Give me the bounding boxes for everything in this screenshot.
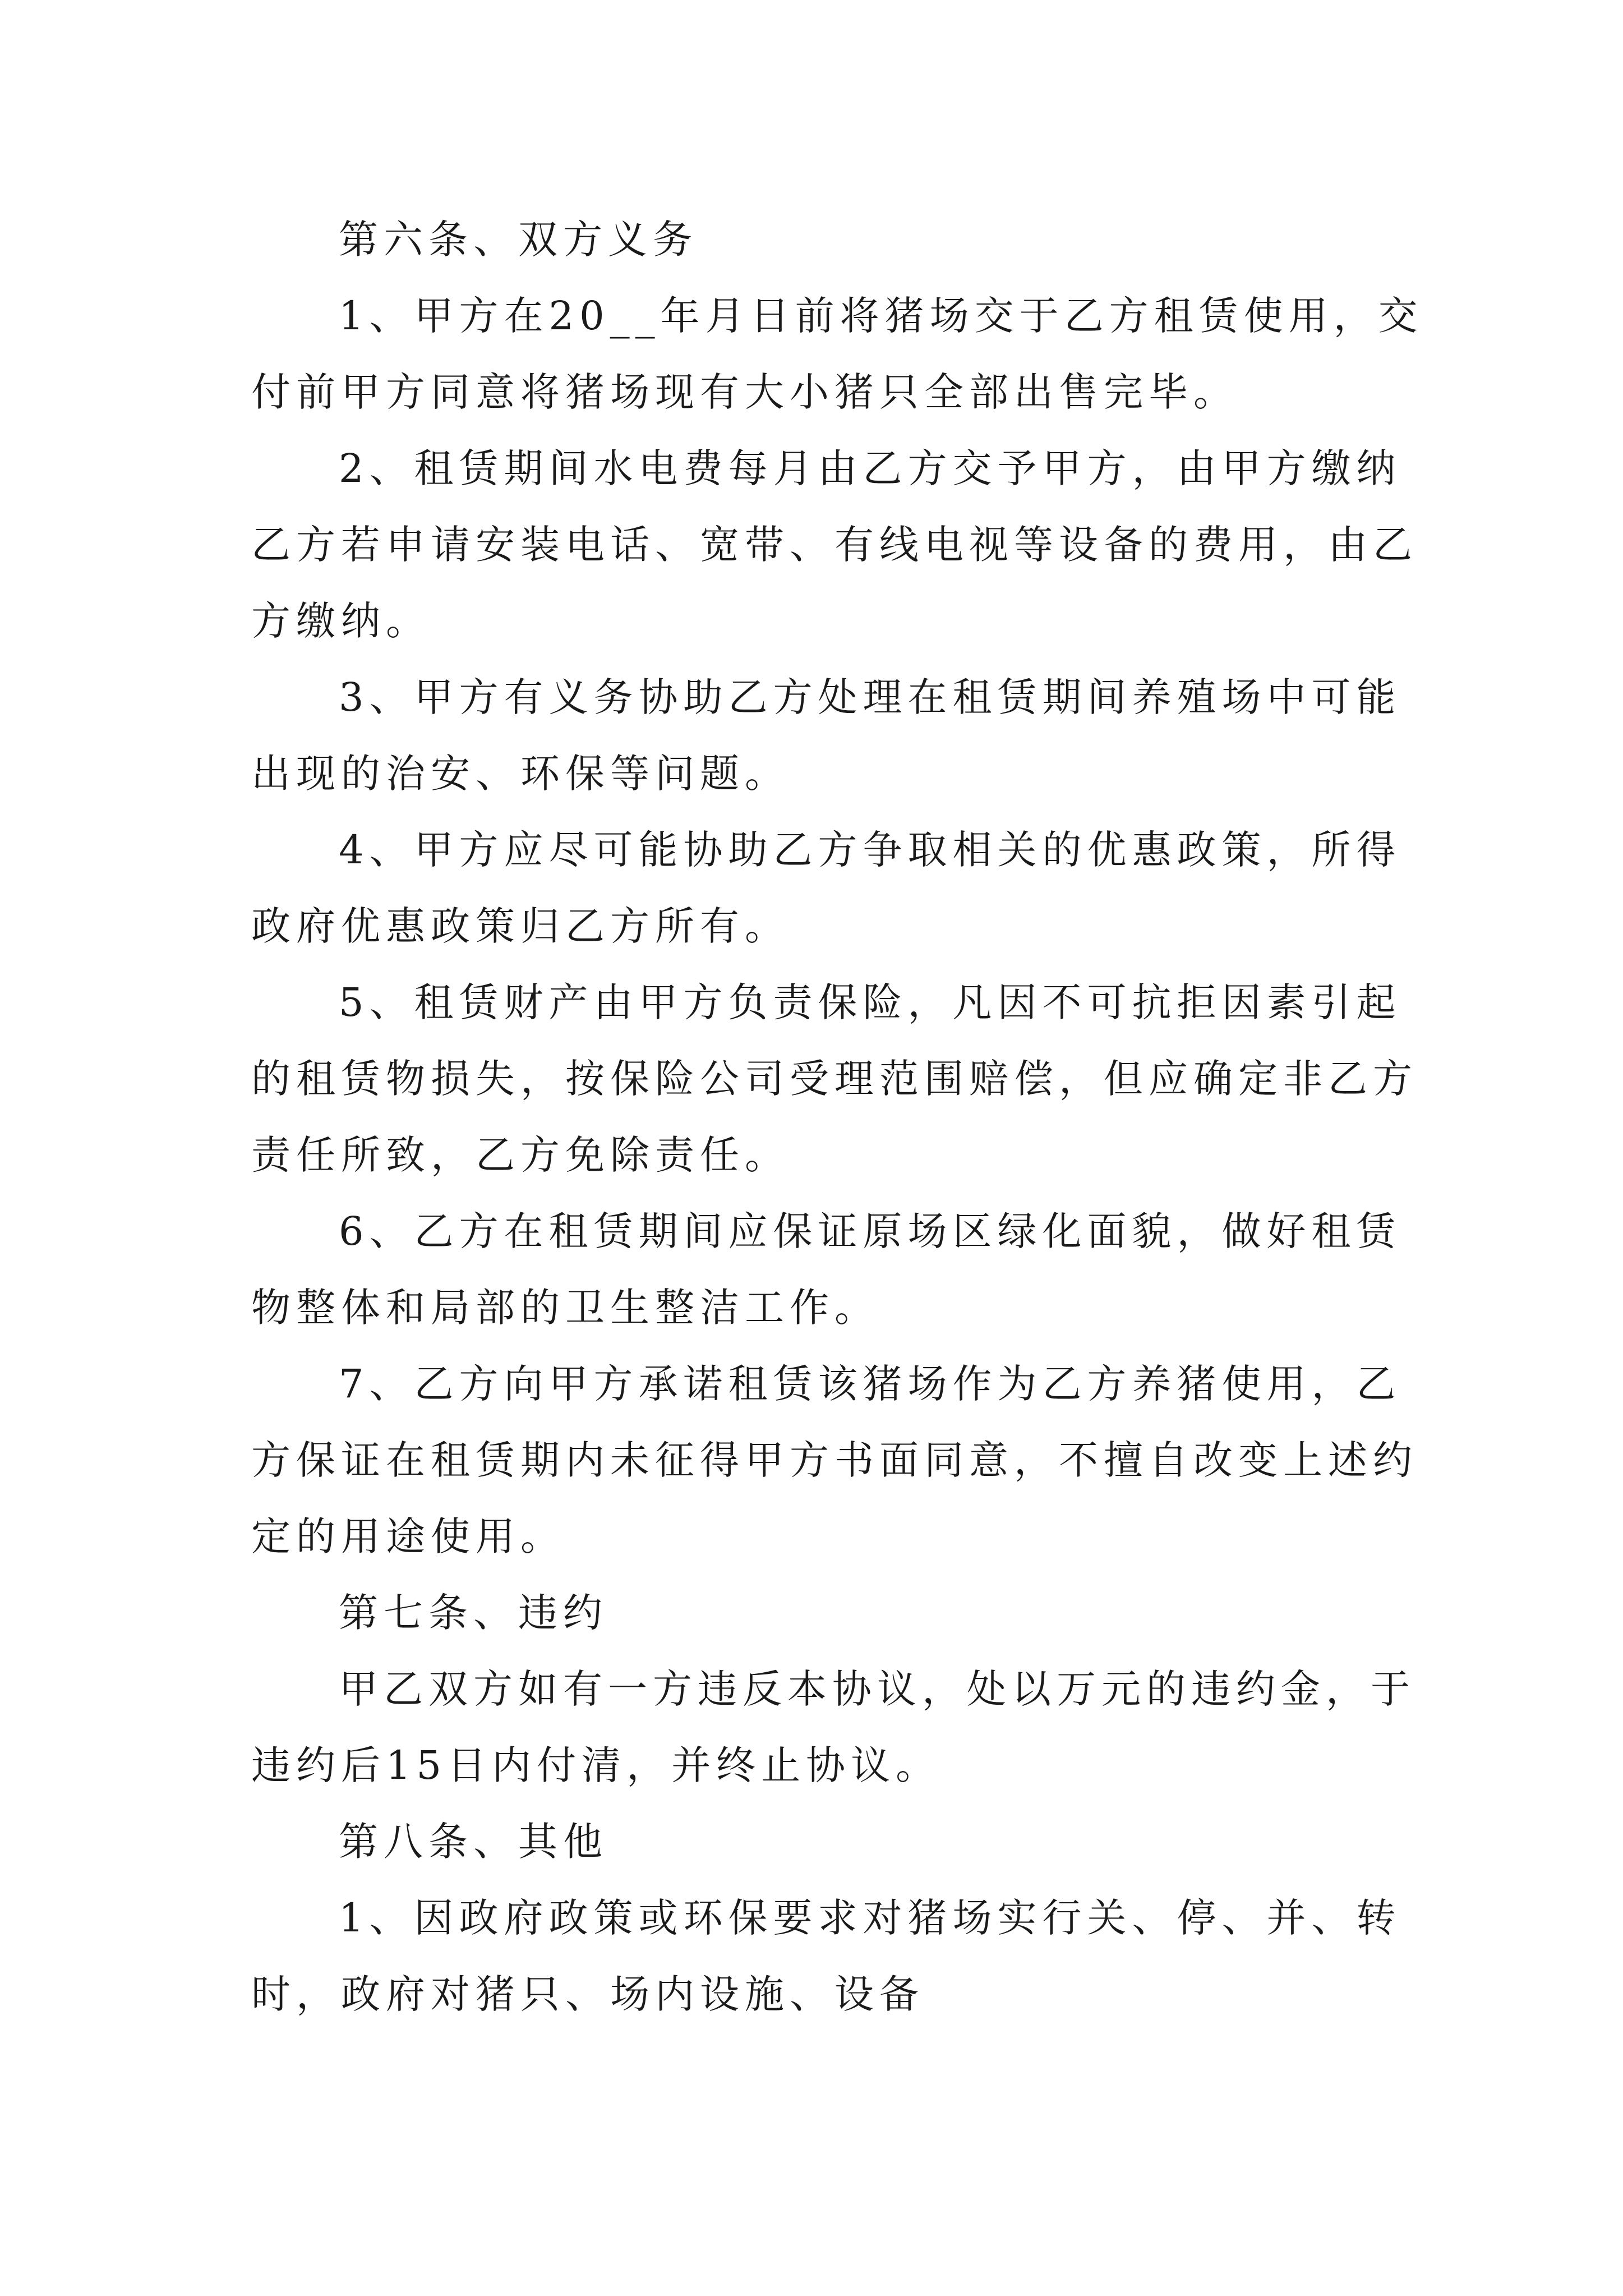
paragraph-line: 定的用途使用。 [251, 1513, 565, 1559]
paragraph-line: 3、甲方有义务协助乙方处理在租赁期间养殖场中可能 [339, 674, 1401, 720]
section-7-heading: 第七条、违约 [339, 1590, 608, 1636]
paragraph-line: 时，政府对猪只、场内设施、设备 [251, 1971, 924, 2017]
paragraph-line: 方缴纳。 [251, 598, 431, 644]
paragraph-line: 方保证在租赁期内未征得甲方书面同意，不擅自改变上述约 [251, 1437, 1418, 1483]
paragraph-line: 1、甲方在20__年月日前将猪场交于乙方租赁使用，交 [339, 293, 1423, 339]
paragraph-line: 6、乙方在租赁期间应保证原场区绿化面貌，做好租赁 [339, 1208, 1401, 1254]
paragraph-line: 7、乙方向甲方承诺租赁该猪场作为乙方养猪使用，乙 [339, 1361, 1401, 1407]
paragraph-line: 出现的治安、环保等问题。 [251, 751, 790, 797]
paragraph-line: 甲乙双方如有一方违反本协议，处以万元的违约金，于 [339, 1666, 1415, 1712]
paragraph-line: 5、租赁财产由甲方负责保险，凡因不可抗拒因素引起 [339, 979, 1401, 1025]
paragraph-line: 付前甲方同意将猪场现有大小猪只全部出售完毕。 [251, 369, 1238, 415]
paragraph-line: 违约后15日内付清，并终止协议。 [251, 1742, 941, 1788]
paragraph-line: 物整体和局部的卫生整洁工作。 [251, 1285, 879, 1331]
paragraph-line: 政府优惠政策归乙方所有。 [251, 903, 790, 949]
paragraph-line: 1、因政府政策或环保要求对猪场实行关、停、并、转 [339, 1895, 1401, 1941]
section-6-heading: 第六条、双方义务 [339, 217, 698, 263]
section-8-heading: 第八条、其他 [339, 1819, 608, 1865]
paragraph-line: 责任所致，乙方免除责任。 [251, 1132, 790, 1178]
paragraph-line: 乙方若申请安装电话、宽带、有线电视等设备的费用，由乙 [251, 522, 1418, 568]
paragraph-line: 4、甲方应尽可能协助乙方争取相关的优惠政策，所得 [339, 827, 1401, 873]
paragraph-line: 的租赁物损失，按保险公司受理范围赔偿，但应确定非乙方 [251, 1056, 1418, 1102]
paragraph-line: 2、租赁期间水电费每月由乙方交予甲方，由甲方缴纳 [339, 445, 1401, 491]
